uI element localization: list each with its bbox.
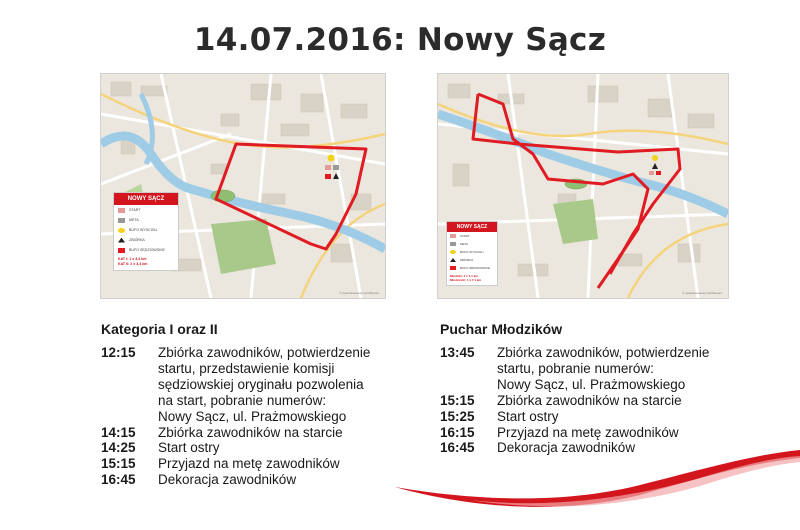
legend-title: NOWY SĄCZ [114,193,178,205]
schedule-heading: Kategoria I oraz II [101,321,218,337]
schedule-desc: Przyjazd na metę zawodników [497,424,679,440]
legend-item-label: META [460,242,469,246]
schedule-desc: Zbiórka zawodników na starcie [158,424,343,440]
legend-note-line: KAT I: 1 x 3,4 km [118,257,147,261]
legend-note-line: Młodziczki: 1 x 7,1 km [450,278,482,282]
map-credit: © openstreetmap contributors [339,291,379,295]
schedule-time: 14:15 [101,424,136,440]
legend-item-label: START [129,208,141,212]
map-credit: © openstreetmap contributors [682,291,722,295]
schedule-time: 15:15 [440,392,475,408]
legend-item-label: BUFO WYSCIGU [129,228,158,232]
legend-item-label: BUFO SĘDZIOWSKIE [129,248,165,252]
schedule-time: 16:45 [101,472,136,488]
legend-note-line: KAT II: 2 x 3,4 km [118,262,148,266]
schedule-time: 13:45 [440,345,475,360]
legend-item-label: ZBIÓRKA [129,238,145,242]
schedule-time: 16:15 [440,424,475,440]
schedule-desc: Dekoracja zawodników [158,472,297,488]
legend-note-line: Młodziki: 2 x 7,1 km [450,274,479,278]
legend-item-label: META [129,218,139,222]
schedule-desc: Zbiórka zawodników, potwierdzenie startu, pobranie numerów: Nowy Sącz, ul. Prażmowskiego [497,345,710,392]
schedule-time: 16:45 [440,440,475,456]
schedule-time: 15:15 [101,456,136,472]
legend-item-label: BUFO SĘDZIOWSKIE [460,266,491,270]
schedule-desc: Start ostry [158,440,220,456]
page-title: 14.07.2016: Nowy Sącz [193,22,607,58]
schedule-desc: Start ostry [497,408,559,424]
schedule-desc: Zbiórka zawodników, potwierdzenie startu, przedstawienie komisji sędziowskiej oryginału pozwolenia na start, pobranie numerów: Nowy Sącz, ul. Prażmowskiego [158,345,371,424]
legend-item-label: BUFO WYSCIGU [460,250,484,254]
legend-item-label: START [460,234,470,238]
schedule-desc: Przyjazd na metę zawodników [158,456,340,472]
legend-title: NOWY SĄCZ [447,222,497,232]
schedule-time: 12:15 [101,345,136,360]
schedule-desc: Zbiórka zawodników na starcie [497,392,682,408]
schedule-desc: Dekoracja zawodników [497,440,636,456]
schedule-time: 15:25 [440,408,475,424]
legend-item-label: ZBIÓRKA [460,258,474,262]
schedule-heading: Puchar Młodzików [440,321,563,337]
schedule-time: 14:25 [101,440,136,456]
